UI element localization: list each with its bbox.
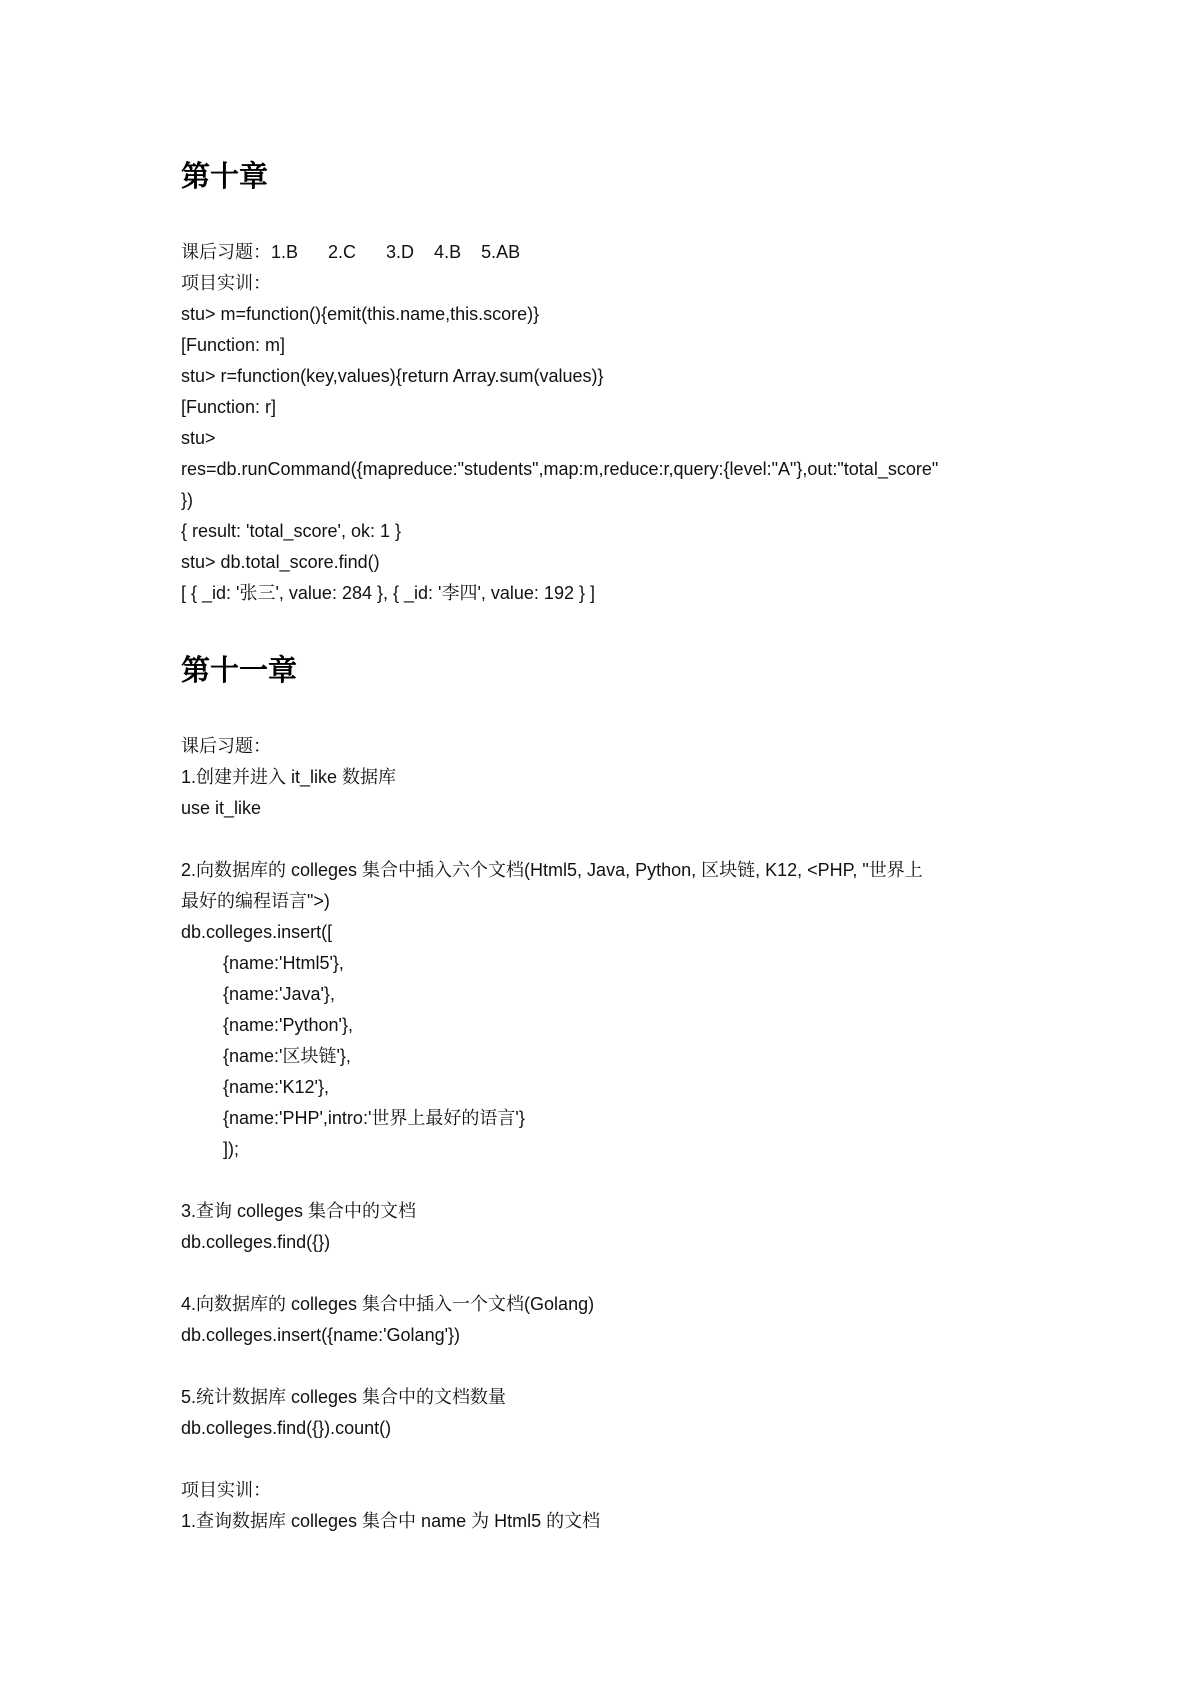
code-line: stu> — [181, 428, 216, 448]
answer-1: use it_like — [181, 798, 262, 818]
answer-2-item: {name:'Java'}, — [223, 984, 335, 1004]
answer-4: db.colleges.insert({name:'Golang'}) — [181, 1325, 461, 1345]
question-2-line-1: 2.向数据库的 colleges 集合中插入六个文档(Html5, Java, Python, 区块链, K12, <PHP, "世界上 — [181, 860, 923, 880]
code-line: }) — [181, 490, 194, 510]
answer-2-item: {name:'Html5'}, — [223, 953, 344, 973]
code-line: [Function: r] — [181, 397, 277, 417]
answer-2-item: {name:'PHP',intro:'世界上最好的语言'} — [223, 1108, 525, 1128]
answer-2-item: {name:'区块链'}, — [223, 1046, 351, 1066]
training-label: 项目实训： — [181, 273, 271, 293]
answer-2-close: ]); — [223, 1139, 239, 1159]
code-line: [Function: m] — [181, 335, 286, 355]
answer-2-item: {name:'Python'}, — [223, 1015, 353, 1035]
code-line: res=db.runCommand({mapreduce:"students",map:m,reduce:r,query:{level:"A"},out:"total_score" — [181, 459, 939, 479]
chapter-10-heading: 第十章 — [181, 159, 269, 193]
exercise-answers: 课后习题：1.B 2.C 3.D 4.B 5.AB — [181, 242, 521, 262]
question-3: 3.查询 colleges 集合中的文档 — [181, 1201, 417, 1221]
answer-5: db.colleges.find({}).count() — [181, 1418, 392, 1438]
code-line: stu> m=function(){emit(this.name,this.score)} — [181, 304, 540, 324]
training-label-2: 项目实训： — [181, 1480, 271, 1500]
question-1: 1.创建并进入 it_like 数据库 — [181, 767, 397, 787]
answer-2-open: db.colleges.insert([ — [181, 922, 333, 942]
code-line: { result: 'total_score', ok: 1 } — [181, 521, 401, 541]
training-question-1: 1.查询数据库 colleges 集合中 name 为 Html5 的文档 — [181, 1511, 601, 1531]
code-line: stu> r=function(key,values){return Array.sum(values)} — [181, 366, 604, 386]
exercises-label: 课后习题： — [181, 736, 271, 756]
code-line: stu> db.total_score.find() — [181, 552, 380, 572]
question-5: 5.统计数据库 colleges 集合中的文档数量 — [181, 1387, 507, 1407]
answer-3: db.colleges.find({}) — [181, 1232, 331, 1252]
chapter-11-heading: 第十一章 — [181, 653, 298, 687]
question-4: 4.向数据库的 colleges 集合中插入一个文档(Golang) — [181, 1294, 595, 1314]
question-2-line-2: 最好的编程语言">) — [181, 891, 330, 911]
code-line: [ { _id: '张三', value: 284 }, { _id: '李四', value: 192 } ] — [181, 583, 595, 603]
answer-2-item: {name:'K12'}, — [223, 1077, 329, 1097]
